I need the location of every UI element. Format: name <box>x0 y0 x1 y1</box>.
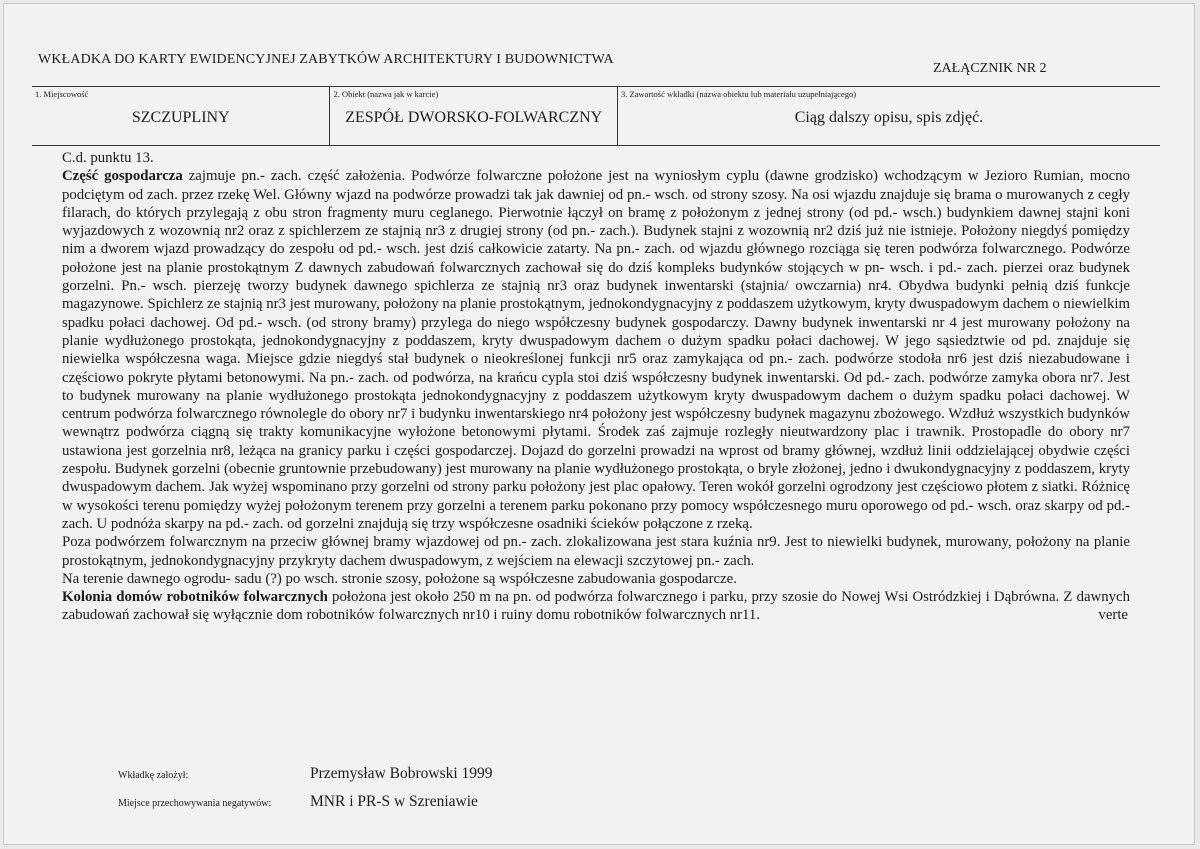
colony-text: położona jest około 250 m na pn. od podwórza folwarcznego i parku, przy szosie do Nowej Wsi Ostródzkiej i Dąbrówna. Z dawnych zabudowań zachował się wyłącznie dom robotników folwarcznych nr10 i ruiny domu robotników folwarcznych nr11. <box>62 589 1130 624</box>
paragraph-smithy: Poza podwórzem folwarcznym na przeciw głównej bramy wjazdowej od pn.- zach. zlokalizowana jest stara kuźnia nr9. Jest to niewielki budynek, murowany, położony na planie prostokątnym, jednokondygnacyjny przykryty dachem dwuspadowym, z wejściem na elewacji szczytowej pn.- zach. <box>62 534 1130 569</box>
negatives-storage-label: Miejsce przechowywania negatywów: <box>118 798 272 809</box>
form-title: WKŁADKA DO KARTY EWIDENCYJNEJ ZABYTKÓW ARCHITEKTURY I BUDOWNICTWA <box>38 52 614 67</box>
paragraph-garden: Na terenie dawnego ogrodu- sadu (?) po wsch. stronie szosy, położone są współczesne zabudowania gospodarcze. <box>62 570 737 587</box>
content-value: Ciąg dalszy opisu, spis zdjęć. <box>794 109 984 126</box>
farm-part-text: zajmuje pn.- zach. część założenia. Podwórze folwarczne położone jest na wyniosłym cyplu (dawne grodzisko) wchodzącym w Jezioro Rumian, mocno podciętym od zach. przez rzekę Wel. Główny wjazd na podwórze prowadzi tak jak dawniej od pn.- wsch. od strony szosy. Na osi wjazdu znajduje się brama o murowanych z cegły filarach, do których przylegają z obu stron fragmenty muru ceglanego. Pierwotnie łączył on bramę z położonym z jednej strony (od pd.- wsch.) budynkiem dawnej stajni koni wyjazdowych z wozownią nr2 oraz z spichlerzem ze stajnią nr3 z drugiej strony (od pn.- zach.). Budynek stajni z wozownią nr2 dziś już nie istnieje. Położony niegdyś pomiędzy nim a dworem wjazd prowadzący do zespołu od pd.- wsch. jest dziś całkowicie zatarty. Na pn.- zach. od wjazdu głównego rozciąga się teren podwórza folwarcznego. Podwórze położone jest na planie prostokątnym Z dawnych zabudowań folwarcznych zachował się do dziś kompleks budynków stojących w pn- wsch. i pd.- zach. pierzei oraz budynek gorzelni. Pn.- wsch. pierzeję tworzy budynek dawnego spichlerza ze stajnią nr3 oraz budynek inwentarski (stajnia/ owczarnia) nr4. Obydwa budynki pełnią dziś funkcje magazynowe. Spichlerz ze stajnią nr3 jest murowany, położony na planie prostokątnym, jednokondygnacyjny z poddaszem użytkowym, kryty dwuspadowym dachem o niewielkim spadku połaci dachowej. Od pd.- wsch. (od strony bramy) przylega do niego współczesny budynek gospodarczy. Dawny budynek inwentarski nr 4 jest murowany położony na planie wydłużonego prostokąta, jednokondygnacyjny z poddaszem, kryty dwuspadowym dachem o dużym spadku połaci dachowej. W jego sąsiedztwie od pd. znajduje się niewielka współczesna waga. Miejsce gdzie niegdyś stał budynek o nieokreślonej funkcji nr5 oraz zamykająca od pn.- zach. podwórze stodoła nr6 jest dziś niezabudowane i częściowo pokryte płytami betonowymi. Na pn.- zach. od podwórza, na krańcu cypla stoi dziś współczesny budynek inwentarski. Od pd.- zach. podwórze zamyka obora nr7. Jest to budynek murowany na planie wydłużonego prostokąta jednokondygnacyjny z poddaszem użytkowym kryty dwuspadowym dachem o dużym spadku połaci dachowej. W centrum podwórza folwarcznego równolegle do obory nr7 i budynku inwentarskiego nr4 położony jest współczesny budynek magazynu zbożowego. Wzdłuż wszystkich budynków wewnątrz podwórza ciągną się trakty komunikacyjne wyłożone betonowymi płytami. Środek zaś zajmuje rozległy nieutwardzony plac i trawnik. Prostopadle do obory nr7 ustawiona jest gorzelnia nr8, leżąca na granicy parku i części gospodarczej. Dojazd do gorzelni prowadzi na wprost od bramy głównej, wzdłuż linii oddzielającej obydwie części zespołu. Budynek gorzelni (obecnie gruntownie przebudowany) jest murowany na planie wydłużonego prostokąta, o bryle złożonej, jedno i dwukondygnacyjny z poddaszem, kryty dwuspadowym dachem. Jak wyżej wspominano przy gorzelni od strony parku położony jest plac opałowy. Teren wokół gorzelni ogrodzony jest częściowo płotem z siatki. Różnicę w wysokości terenu pomiędzy wyżej położonym terenem przy gorzelni a terenem parku pokonano przy pomocy współczesnego muru oporowego od pd.- wsch. oraz skarpy od pd.- zach. U podnóża skarpy na pd.- zach. od gorzelni znajdują się trzy współczesne osadniki ścieków połączone z rzeką. <box>62 168 1130 532</box>
header-fields <box>32 86 1160 146</box>
farm-part-heading: Część gospodarcza <box>62 168 183 185</box>
paragraph-colony <box>62 588 1130 625</box>
intro-line: C.d. punktu 13. <box>62 150 154 166</box>
content-label: 3. Zawartość wkładki (nazwa obiektu lub materiału uzupełniającego) <box>620 89 857 99</box>
verte-note: verte <box>1098 607 1128 624</box>
object-value: ZESPÓŁ DWORSKO-FOLWARCZNY <box>345 109 603 126</box>
colony-heading: Kolonia domów robotników folwarcznych <box>62 589 328 606</box>
locality-label: 1. Miejscowość <box>35 89 89 99</box>
attachment-number: ZAŁĄCZNIK NR 2 <box>933 61 1047 76</box>
author-value: Przemysław Bobrowski 1999 <box>310 765 493 782</box>
locality-field <box>32 87 330 145</box>
negatives-storage-value: MNR i PR-S w Szreniawie <box>310 793 478 810</box>
description-body <box>62 149 1130 625</box>
author-label: Wkładkę założył: <box>118 770 189 781</box>
object-label: 2. Obiekt (nazwa jak w karcie) <box>333 89 439 99</box>
paragraph-farm-part <box>62 167 1130 533</box>
locality-value: SZCZUPLINY <box>131 109 230 126</box>
object-field <box>330 87 617 145</box>
content-field <box>618 87 1160 145</box>
